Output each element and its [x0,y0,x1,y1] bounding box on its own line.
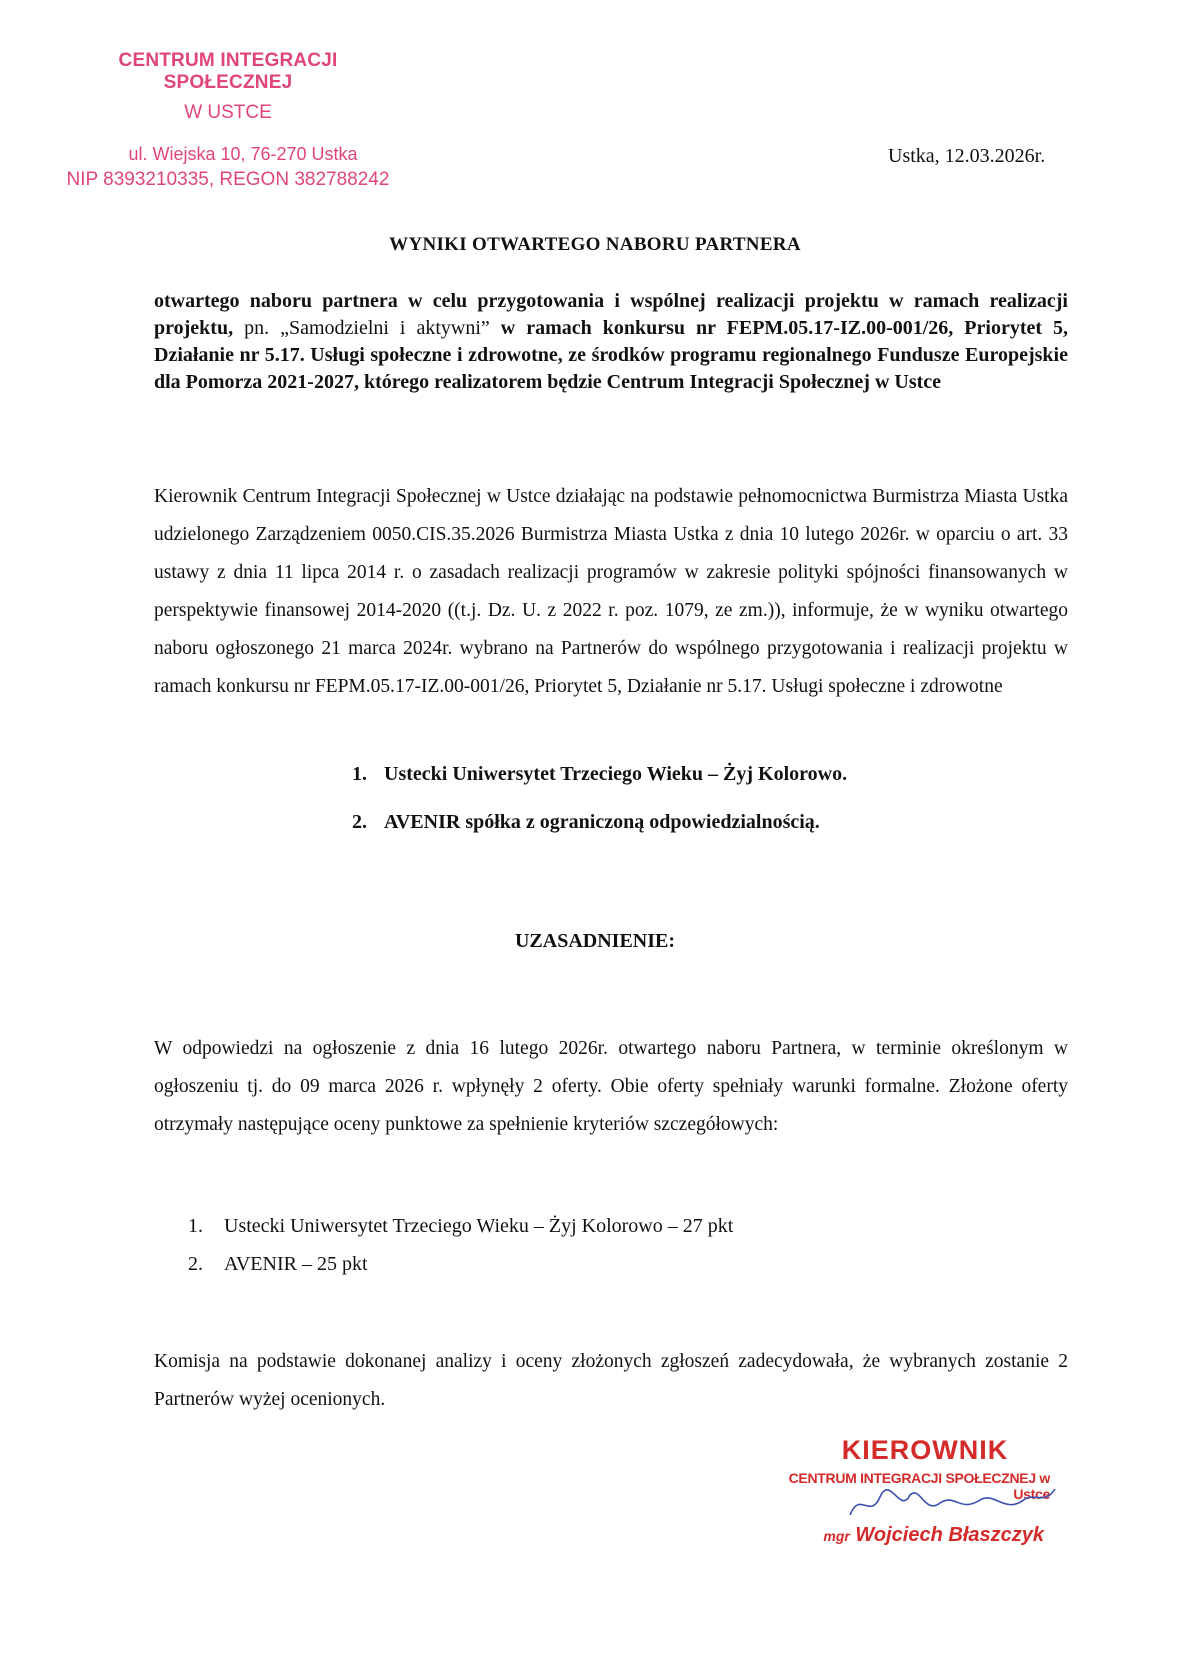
score-entry: Ustecki Uniwersytet Trzeciego Wieku – Żyj Kolorowo – 27 pkt [224,1215,734,1237]
signature-org: CENTRUM INTEGRACJI SPOŁECZNEJ w Ustce [788,1470,1050,1502]
intro-paragraph [154,288,1068,396]
document-date: Ustka, 12.03.2026r. [888,145,1046,167]
intro-project-name: pn. „Samodzielni i aktywni” [244,317,490,339]
list-number: 1. [188,1215,203,1237]
scores-list [188,1207,733,1283]
list-number: 2. [352,811,367,833]
intro-part-3: w ramach konkursu nr FEPM.05.17-IZ.00-001/26, Priorytet 5, Działanie nr 5.17. Usługi społeczne i zdrowotne, ze środków programu regionalnego Fundusze Europejskie dla Pomorza 2021-2027, którego realizatorem będzie Centrum Integracji Społecznej w Ustce [154,317,1069,393]
body-paragraph: Kierownik Centrum Integracji Społecznej w Ustce działając na podstawie pełnomocnictwa Burmistrza Miasta Ustka udzielonego Zarządzeniem 0050.CIS.35.2026 Burmistrza Miasta Ustka z dnia 10 lutego 2026r. w oparciu o art. 33 ustawy z dnia 11 lipca 2014 r. o zasadach realizacji programów w zakresie polityki spójności finansowanych w perspektywie finansowej 2014-2020 ((t.j. Dz. U. z 2022 r. poz. 1079, ze zm.)), informuje, że w wyniku otwartego naboru ogłoszonego 21 marca 2024r. wybrano na Partnerów do wspólnego przygotowania i realizacji projektu w ramach konkursu nr FEPM.05.17-IZ.00-001/26, Priorytet 5, Działanie nr 5.17. Usługi społeczne i zdrowotne [154,486,1068,697]
list-item [188,1245,733,1283]
intro-part-1: otwartego naboru partnera w celu przygotowania i wspólnej realizacji projektu w ramach realizacji projektu, [154,290,1068,339]
signature-stroke [850,1489,1055,1515]
signature-degree: mgr [823,1528,850,1544]
list-item [188,1207,733,1245]
document-title: WYNIKI OTWARTEGO NABORU PARTNERA [389,234,801,255]
list-item [352,760,847,808]
signature-name: Wojciech Błaszczyk [855,1524,1044,1546]
stamp-address: ul. Wiejska 10, 76-270 Ustka [128,144,358,164]
score-entry: AVENIR – 25 pkt [224,1253,368,1275]
stamp-tax-ids: NIP 8393210335, REGON 382788242 [66,169,390,190]
handwritten-signature-icon [840,1485,1060,1525]
selected-partners-list [352,760,847,856]
stamp-institution-name: CENTRUM INTEGRACJI SPOŁECZNEJ [118,50,338,93]
list-number: 1. [352,763,367,785]
partner-name: AVENIR spółka z ograniczoną odpowiedzialnością. [384,811,820,833]
stamp-city: W USTCE [184,102,272,123]
signature-stamp [780,1435,1070,1547]
signature-title: KIEROWNIK [841,1435,1009,1465]
list-item [352,808,847,856]
conclusion-paragraph: Komisja na podstawie dokonanej analizy i oceny złożonych zgłoszeń zadecydowała, że wybranych zostanie 2 Partnerów wyżej ocenionych. [154,1351,1068,1410]
signature-name-line [780,1524,1070,1547]
institution-stamp [58,50,398,191]
partner-name: Ustecki Uniwersytet Trzeciego Wieku – Żyj Kolorowo. [384,763,848,785]
section-heading: UZASADNIENIE: [514,930,676,952]
list-number: 2. [188,1253,203,1275]
justification-paragraph: W odpowiedzi na ogłoszenie z dnia 16 lutego 2026r. otwartego naboru Partnera, w terminie określonym w ogłoszeniu tj. do 09 marca 2026 r. wpłynęły 2 oferty. Obie oferty spełniały warunki formalne. Złożone oferty otrzymały następujące oceny punktowe za spełnienie kryteriów szczegółowych: [154,1038,1068,1135]
